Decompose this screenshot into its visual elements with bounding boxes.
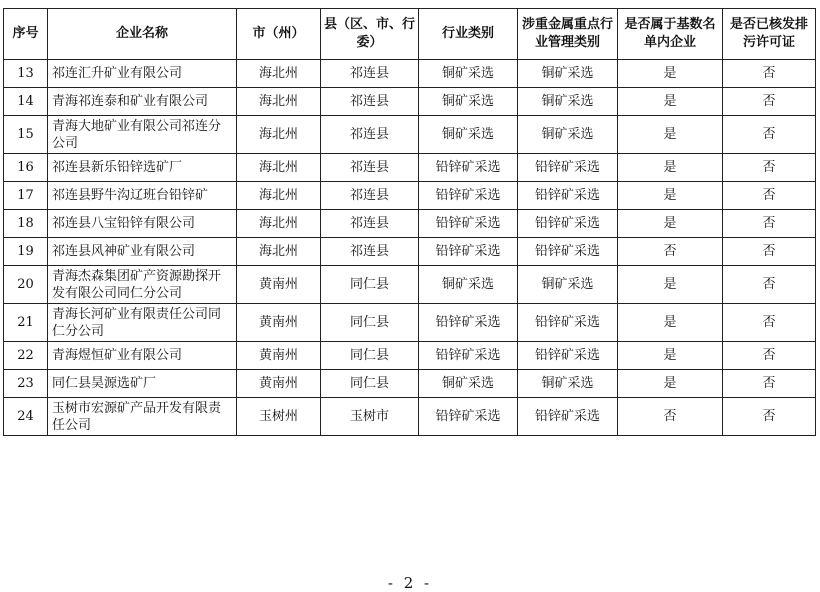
cell-company-name: 祁连县风神矿业有限公司 <box>48 238 237 266</box>
cell-heavy-metal-category: 铜矿采选 <box>518 88 618 116</box>
cell-serial: 18 <box>4 210 48 238</box>
table-body <box>4 60 816 436</box>
table-header <box>4 9 816 60</box>
cell-serial: 22 <box>4 342 48 370</box>
cell-county: 同仁县 <box>321 266 419 304</box>
cell-industry: 铜矿采选 <box>419 88 518 116</box>
cell-permit-issued: 否 <box>723 116 816 154</box>
cell-heavy-metal-category: 铜矿采选 <box>518 116 618 154</box>
cell-base-list: 是 <box>618 370 723 398</box>
cell-county: 同仁县 <box>321 304 419 342</box>
cell-county: 祁连县 <box>321 210 419 238</box>
cell-base-list: 否 <box>618 398 723 436</box>
cell-heavy-metal-category: 铜矿采选 <box>518 266 618 304</box>
cell-permit-issued: 否 <box>723 210 816 238</box>
cell-base-list: 是 <box>618 304 723 342</box>
cell-heavy-metal-category: 铅锌矿采选 <box>518 398 618 436</box>
header-serial: 序号 <box>4 9 48 60</box>
table-row <box>4 88 816 116</box>
cell-base-list: 是 <box>618 266 723 304</box>
cell-base-list: 否 <box>618 238 723 266</box>
cell-city: 黄南州 <box>237 304 321 342</box>
table-row <box>4 370 816 398</box>
header-company-name: 企业名称 <box>48 9 237 60</box>
cell-city: 黄南州 <box>237 266 321 304</box>
cell-heavy-metal-category: 铜矿采选 <box>518 60 618 88</box>
cell-industry: 铅锌矿采选 <box>419 154 518 182</box>
cell-permit-issued: 否 <box>723 370 816 398</box>
cell-company-name: 祁连县野牛沟辽班台铅锌矿 <box>48 182 237 210</box>
cell-serial: 24 <box>4 398 48 436</box>
cell-base-list: 是 <box>618 182 723 210</box>
cell-industry: 铅锌矿采选 <box>419 182 518 210</box>
cell-base-list: 是 <box>618 210 723 238</box>
cell-serial: 17 <box>4 182 48 210</box>
header-county: 县（区、市、行委） <box>321 9 419 60</box>
cell-industry: 铜矿采选 <box>419 116 518 154</box>
cell-county: 祁连县 <box>321 116 419 154</box>
cell-county: 祁连县 <box>321 182 419 210</box>
cell-serial: 19 <box>4 238 48 266</box>
cell-company-name: 玉树市宏源矿产品开发有限责任公司 <box>48 398 237 436</box>
cell-city: 海北州 <box>237 88 321 116</box>
header-industry: 行业类别 <box>419 9 518 60</box>
cell-permit-issued: 否 <box>723 342 816 370</box>
table-row <box>4 266 816 304</box>
header-row <box>4 9 816 60</box>
page-number: - 2 - <box>387 574 433 592</box>
table-row <box>4 60 816 88</box>
cell-company-name: 青海杰森集团矿产资源勘探开发有限公司同仁分公司 <box>48 266 237 304</box>
cell-city: 玉树州 <box>237 398 321 436</box>
cell-city: 海北州 <box>237 182 321 210</box>
cell-county: 祁连县 <box>321 60 419 88</box>
cell-city: 海北州 <box>237 154 321 182</box>
cell-base-list: 是 <box>618 342 723 370</box>
cell-company-name: 祁连县新乐铅锌选矿厂 <box>48 154 237 182</box>
cell-base-list: 是 <box>618 116 723 154</box>
cell-industry: 铅锌矿采选 <box>419 398 518 436</box>
cell-base-list: 是 <box>618 60 723 88</box>
header-base-list: 是否属于基数名单内企业 <box>618 9 723 60</box>
header-heavy-metal-category: 涉重金属重点行业管理类别 <box>518 9 618 60</box>
cell-heavy-metal-category: 铅锌矿采选 <box>518 238 618 266</box>
cell-city: 黄南州 <box>237 370 321 398</box>
cell-permit-issued: 否 <box>723 238 816 266</box>
header-city: 市（州） <box>237 9 321 60</box>
cell-company-name: 同仁县昊源选矿厂 <box>48 370 237 398</box>
cell-company-name: 祁连汇升矿业有限公司 <box>48 60 237 88</box>
cell-heavy-metal-category: 铅锌矿采选 <box>518 182 618 210</box>
cell-serial: 21 <box>4 304 48 342</box>
cell-county: 玉树市 <box>321 398 419 436</box>
cell-city: 海北州 <box>237 116 321 154</box>
table-row <box>4 116 816 154</box>
table-row <box>4 154 816 182</box>
cell-city: 海北州 <box>237 60 321 88</box>
cell-heavy-metal-category: 铅锌矿采选 <box>518 304 618 342</box>
cell-company-name: 青海长河矿业有限责任公司同仁分公司 <box>48 304 237 342</box>
cell-serial: 15 <box>4 116 48 154</box>
cell-permit-issued: 否 <box>723 304 816 342</box>
cell-permit-issued: 否 <box>723 88 816 116</box>
cell-base-list: 是 <box>618 154 723 182</box>
table-row <box>4 304 816 342</box>
table-row <box>4 342 816 370</box>
enterprise-table <box>3 8 816 436</box>
table-row <box>4 210 816 238</box>
cell-industry: 铜矿采选 <box>419 370 518 398</box>
cell-county: 祁连县 <box>321 88 419 116</box>
table-row <box>4 182 816 210</box>
cell-county: 祁连县 <box>321 238 419 266</box>
cell-county: 祁连县 <box>321 154 419 182</box>
cell-industry: 铅锌矿采选 <box>419 342 518 370</box>
cell-serial: 23 <box>4 370 48 398</box>
cell-permit-issued: 否 <box>723 154 816 182</box>
header-permit-issued: 是否已核发排污许可证 <box>723 9 816 60</box>
cell-industry: 铜矿采选 <box>419 266 518 304</box>
cell-permit-issued: 否 <box>723 182 816 210</box>
cell-city: 海北州 <box>237 238 321 266</box>
cell-serial: 20 <box>4 266 48 304</box>
cell-industry: 铅锌矿采选 <box>419 210 518 238</box>
cell-industry: 铜矿采选 <box>419 60 518 88</box>
cell-city: 海北州 <box>237 210 321 238</box>
cell-company-name: 青海煜恒矿业有限公司 <box>48 342 237 370</box>
cell-company-name: 青海祁连泰和矿业有限公司 <box>48 88 237 116</box>
cell-industry: 铅锌矿采选 <box>419 238 518 266</box>
cell-permit-issued: 否 <box>723 398 816 436</box>
cell-county: 同仁县 <box>321 370 419 398</box>
cell-permit-issued: 否 <box>723 60 816 88</box>
cell-county: 同仁县 <box>321 342 419 370</box>
table-row <box>4 398 816 436</box>
cell-permit-issued: 否 <box>723 266 816 304</box>
cell-heavy-metal-category: 铅锌矿采选 <box>518 210 618 238</box>
table-row <box>4 238 816 266</box>
cell-serial: 16 <box>4 154 48 182</box>
cell-serial: 13 <box>4 60 48 88</box>
cell-company-name: 祁连县八宝铅锌有限公司 <box>48 210 237 238</box>
cell-serial: 14 <box>4 88 48 116</box>
cell-base-list: 是 <box>618 88 723 116</box>
cell-city: 黄南州 <box>237 342 321 370</box>
cell-heavy-metal-category: 铜矿采选 <box>518 370 618 398</box>
cell-heavy-metal-category: 铅锌矿采选 <box>518 342 618 370</box>
cell-company-name: 青海大地矿业有限公司祁连分公司 <box>48 116 237 154</box>
cell-industry: 铅锌矿采选 <box>419 304 518 342</box>
cell-heavy-metal-category: 铅锌矿采选 <box>518 154 618 182</box>
